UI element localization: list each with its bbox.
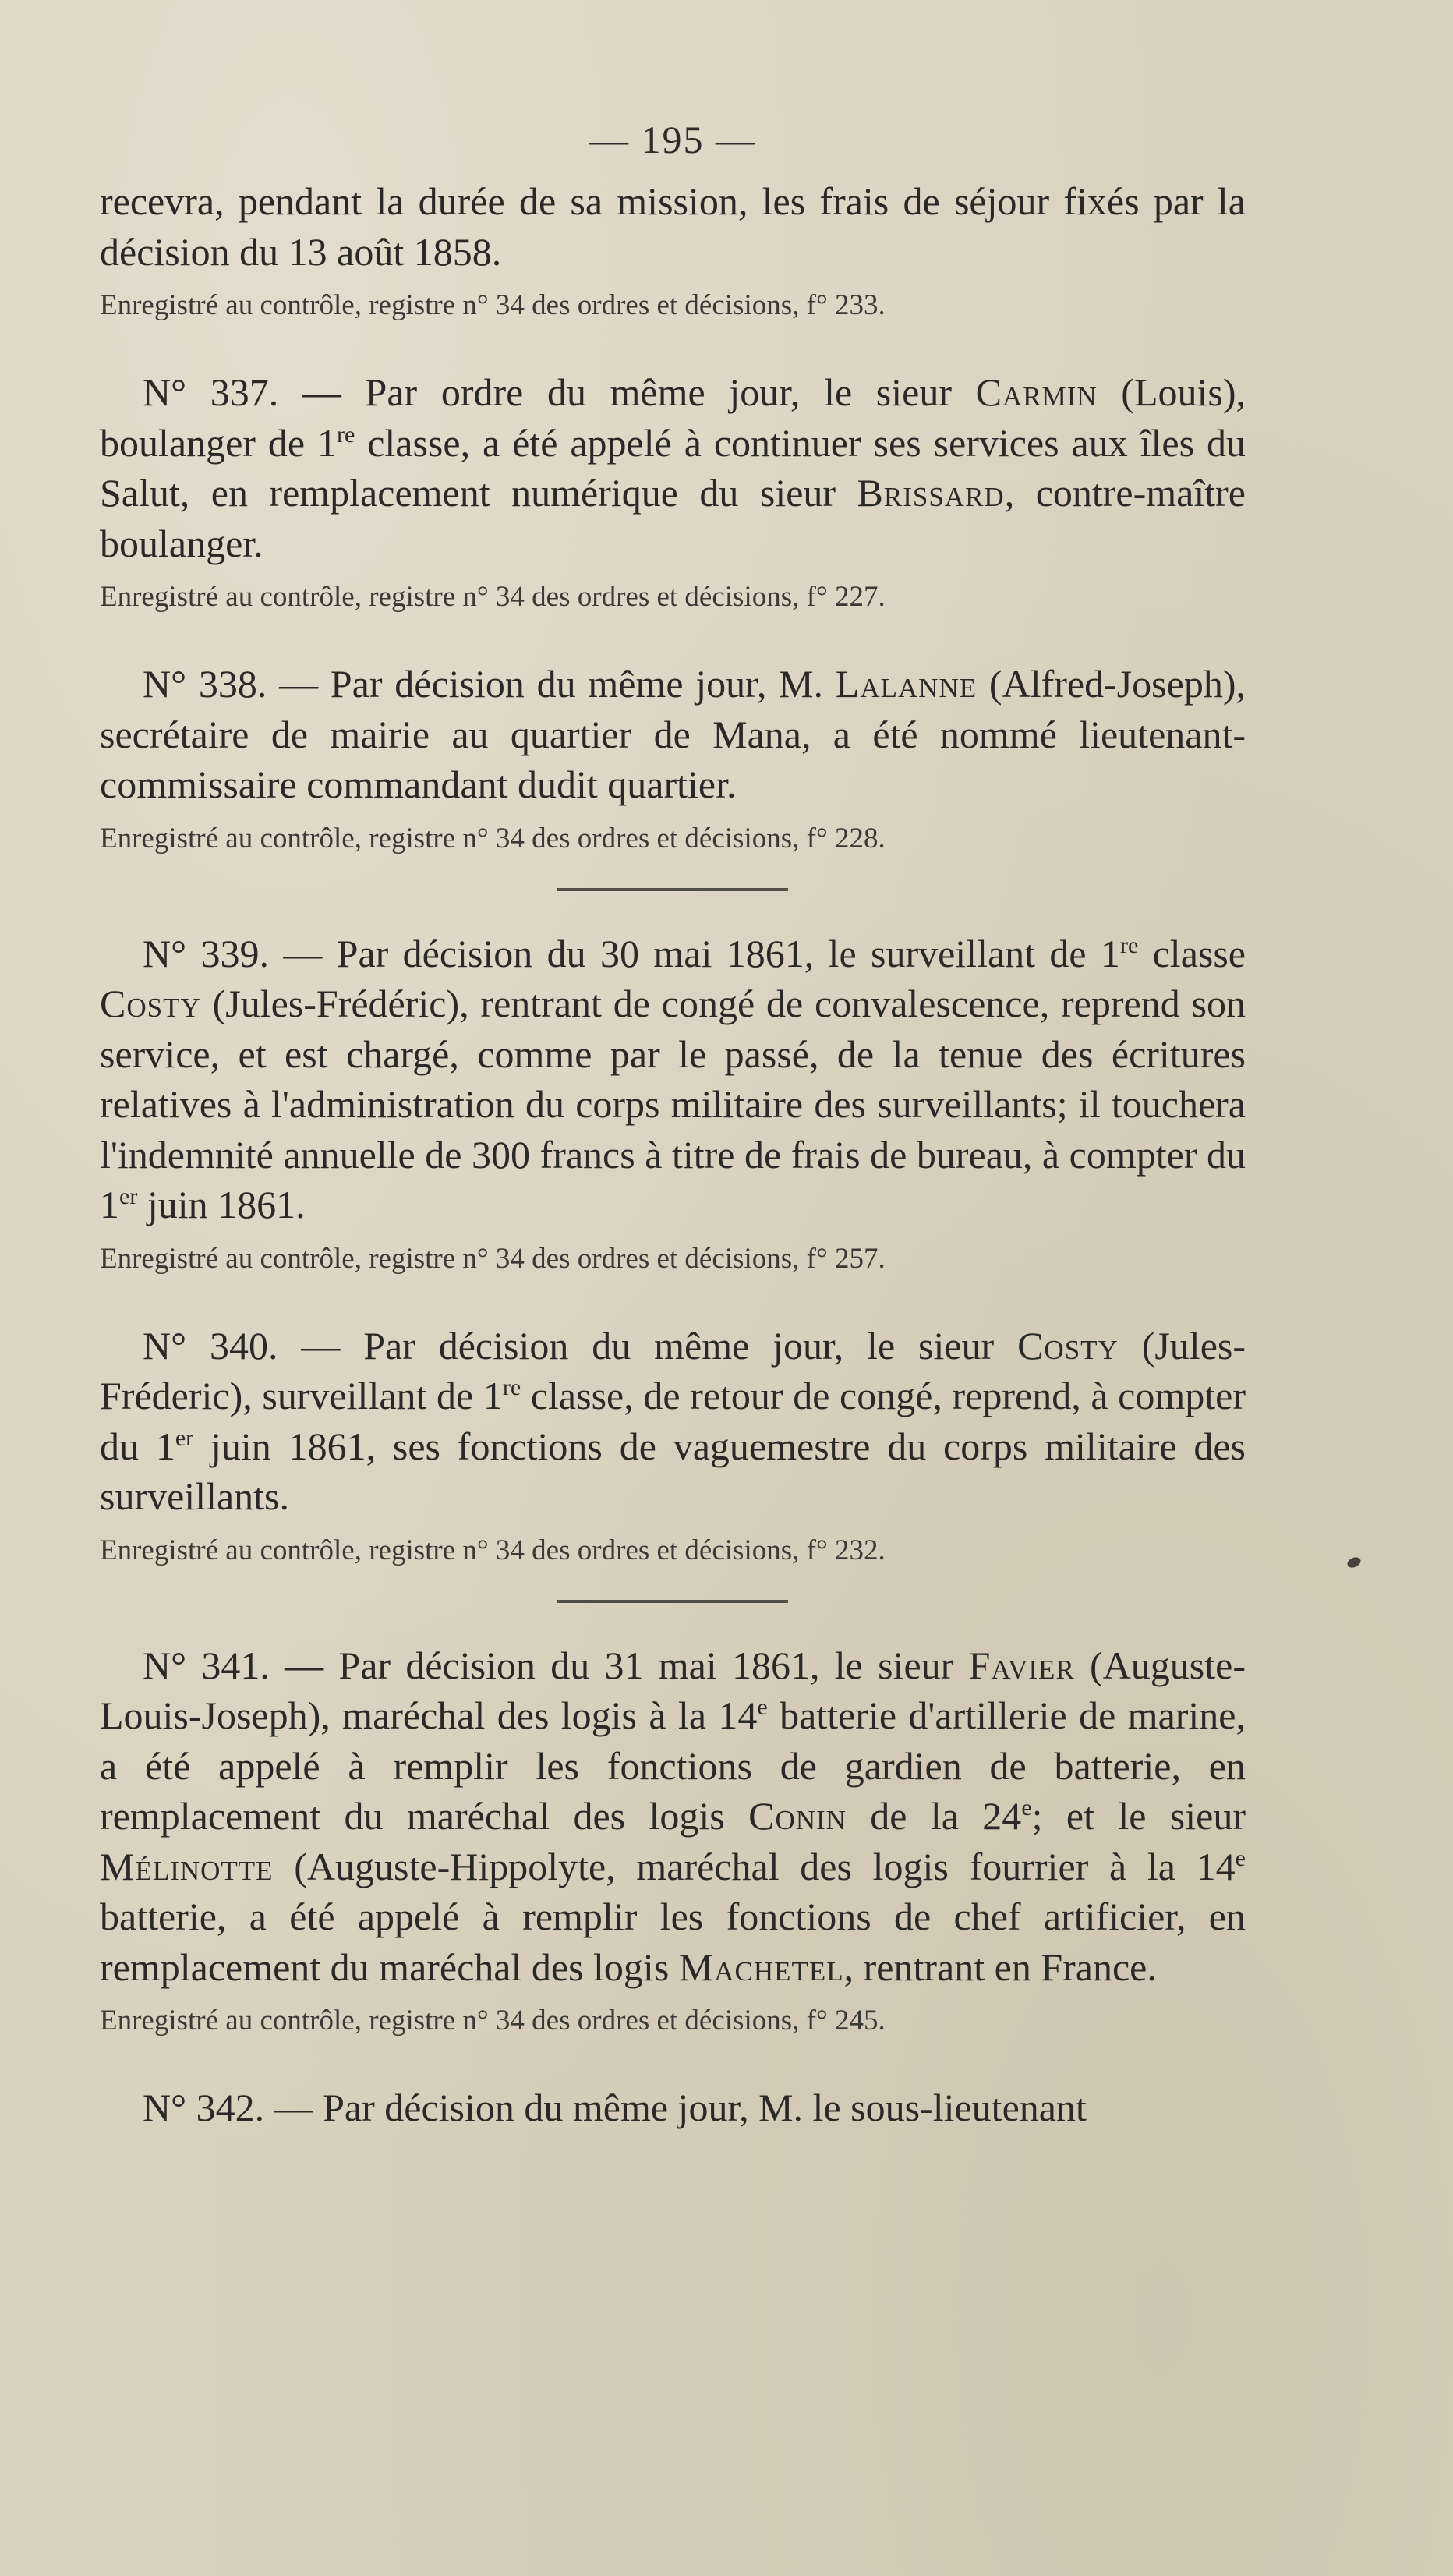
paragraph-text: (Jules-Frédéric), rentrant de congé de convalescence, reprend son service, et est chargé, comme par le passé, de la tenue des écritures relatives à l'administration du corps militaire des surveillants; il touchera l'indemnité annuelle de 300 francs à titre de frais de bureau, à compter du 1	[100, 982, 1246, 1226]
decision-paragraph	[100, 2082, 1246, 2133]
superscript: e	[1021, 1795, 1032, 1821]
decision-paragraph	[100, 929, 1246, 1230]
paragraph-text: (Auguste-Hippolyte, maréchal des logis fourrier à la 14	[273, 1844, 1236, 1888]
register-note: Enregistré au contrôle, registre n° 34 des ordres et décisions, f° 233.	[100, 289, 886, 321]
decision-number: N° 339.	[143, 931, 269, 975]
register-note: Enregistré au contrôle, registre n° 34 des ordres et décisions, f° 232.	[100, 1534, 886, 1566]
superscript: er	[119, 1184, 138, 1209]
superscript: re	[1119, 932, 1139, 958]
paragraph-text: ; et le sieur	[1031, 1794, 1246, 1838]
paragraph-text: recevra, pendant la durée de sa mission, les frais de séjour fixés par la décision du 13 août 1858.	[100, 179, 1246, 274]
paragraph-text: juin 1861.	[137, 1183, 306, 1226]
paragraph-text: — Par décision du 31 mai 1861, le sieur	[269, 1643, 969, 1687]
paragraph-text: — Par décision du 30 mai 1861, le surveillant de 1	[268, 931, 1120, 975]
proper-name: Mélinotte	[100, 1844, 274, 1888]
page-number: — 195 —	[589, 118, 756, 161]
register-note: Enregistré au contrôle, registre n° 34 des ordres et décisions, f° 257.	[100, 1242, 886, 1275]
document-body	[100, 176, 1246, 2133]
superscript: er	[175, 1424, 194, 1451]
proper-name: Costy	[100, 982, 201, 1025]
register-note: Enregistré au contrôle, registre n° 34 des ordres et décisions, f° 228.	[100, 822, 886, 855]
proper-name: Machetel	[678, 1944, 844, 1989]
decision-paragraph	[100, 659, 1246, 810]
superscript: e	[757, 1694, 768, 1720]
ink-blot	[1345, 1555, 1362, 1569]
paragraph-text: juin 1861, ses fonctions de vaguemestre du corps militaire des surveillants.	[100, 1424, 1246, 1518]
superscript: e	[1235, 1845, 1246, 1871]
paragraph-text: , contre-maître boulanger.	[100, 471, 1246, 565]
section-divider	[557, 1600, 788, 1603]
decision-number: N° 340.	[143, 1323, 278, 1368]
paragraph-text: — Par ordre du même jour, le sieur	[278, 370, 976, 414]
paragraph-text: (Louis), boulanger de 1	[100, 370, 1246, 465]
superscript: re	[502, 1375, 521, 1400]
paragraph-text: (Jules-Fréderic), surveillant de 1	[100, 1323, 1246, 1417]
continued-paragraph	[100, 176, 1246, 277]
superscript: re	[336, 421, 355, 448]
decision-paragraph	[100, 1640, 1246, 1993]
paragraph-text: classe	[1138, 931, 1246, 975]
paragraph-text: classe, a été appelé à continuer ses services aux îles du Salut, en remplacement numérique du sieur	[100, 420, 1246, 515]
decision-number: N° 342.	[143, 2086, 265, 2129]
decision-number: N° 338.	[143, 662, 267, 706]
paragraph-text: , rentrant en France.	[843, 1944, 1157, 1989]
decision-number: N° 337.	[143, 370, 279, 414]
proper-name: Conin	[748, 1794, 847, 1838]
paragraph-text: batterie d'artillerie de marine, a été appelé à remplir les fonctions de gardien de batterie, en remplacement du maréchal des logis	[100, 1693, 1246, 1838]
paragraph-text: (Auguste-Louis-Joseph), maréchal des logis à la 14	[100, 1643, 1246, 1737]
paragraph-text: batterie, a été appelé à remplir les fonctions de chef artificier, en remplacement du maréchal des logis	[100, 1895, 1246, 1989]
section-divider	[557, 888, 788, 891]
proper-name: Costy	[1017, 1323, 1119, 1368]
proper-name: Brissard	[857, 471, 1005, 515]
paragraph-text: — Par décision du même jour, M.	[267, 662, 836, 706]
decision-paragraph	[100, 367, 1246, 568]
document-page	[100, 117, 1246, 2133]
decision-paragraph	[100, 1321, 1246, 1522]
paragraph-text: (Alfred-Joseph), secrétaire de mairie au quartier de Mana, a été nommé lieutenant-commissaire commandant dudit quartier.	[100, 662, 1246, 806]
proper-name: Lalanne	[835, 662, 978, 706]
decision-number: N° 341.	[143, 1643, 270, 1687]
paragraph-text: — Par décision du même jour, le sieur	[278, 1323, 1018, 1368]
paragraph-text: classe, de retour de congé, reprend, à compter du 1	[100, 1374, 1246, 1468]
proper-name: Favier	[968, 1643, 1075, 1687]
paragraph-text: de la 24	[846, 1794, 1022, 1838]
register-note: Enregistré au contrôle, registre n° 34 des ordres et décisions, f° 245.	[100, 2005, 886, 2036]
register-note: Enregistré au contrôle, registre n° 34 des ordres et décisions, f° 227.	[100, 581, 886, 613]
proper-name: Carmin	[975, 370, 1098, 414]
paragraph-text: — Par décision du même jour, M. le sous-lieutenant	[264, 2086, 1087, 2129]
